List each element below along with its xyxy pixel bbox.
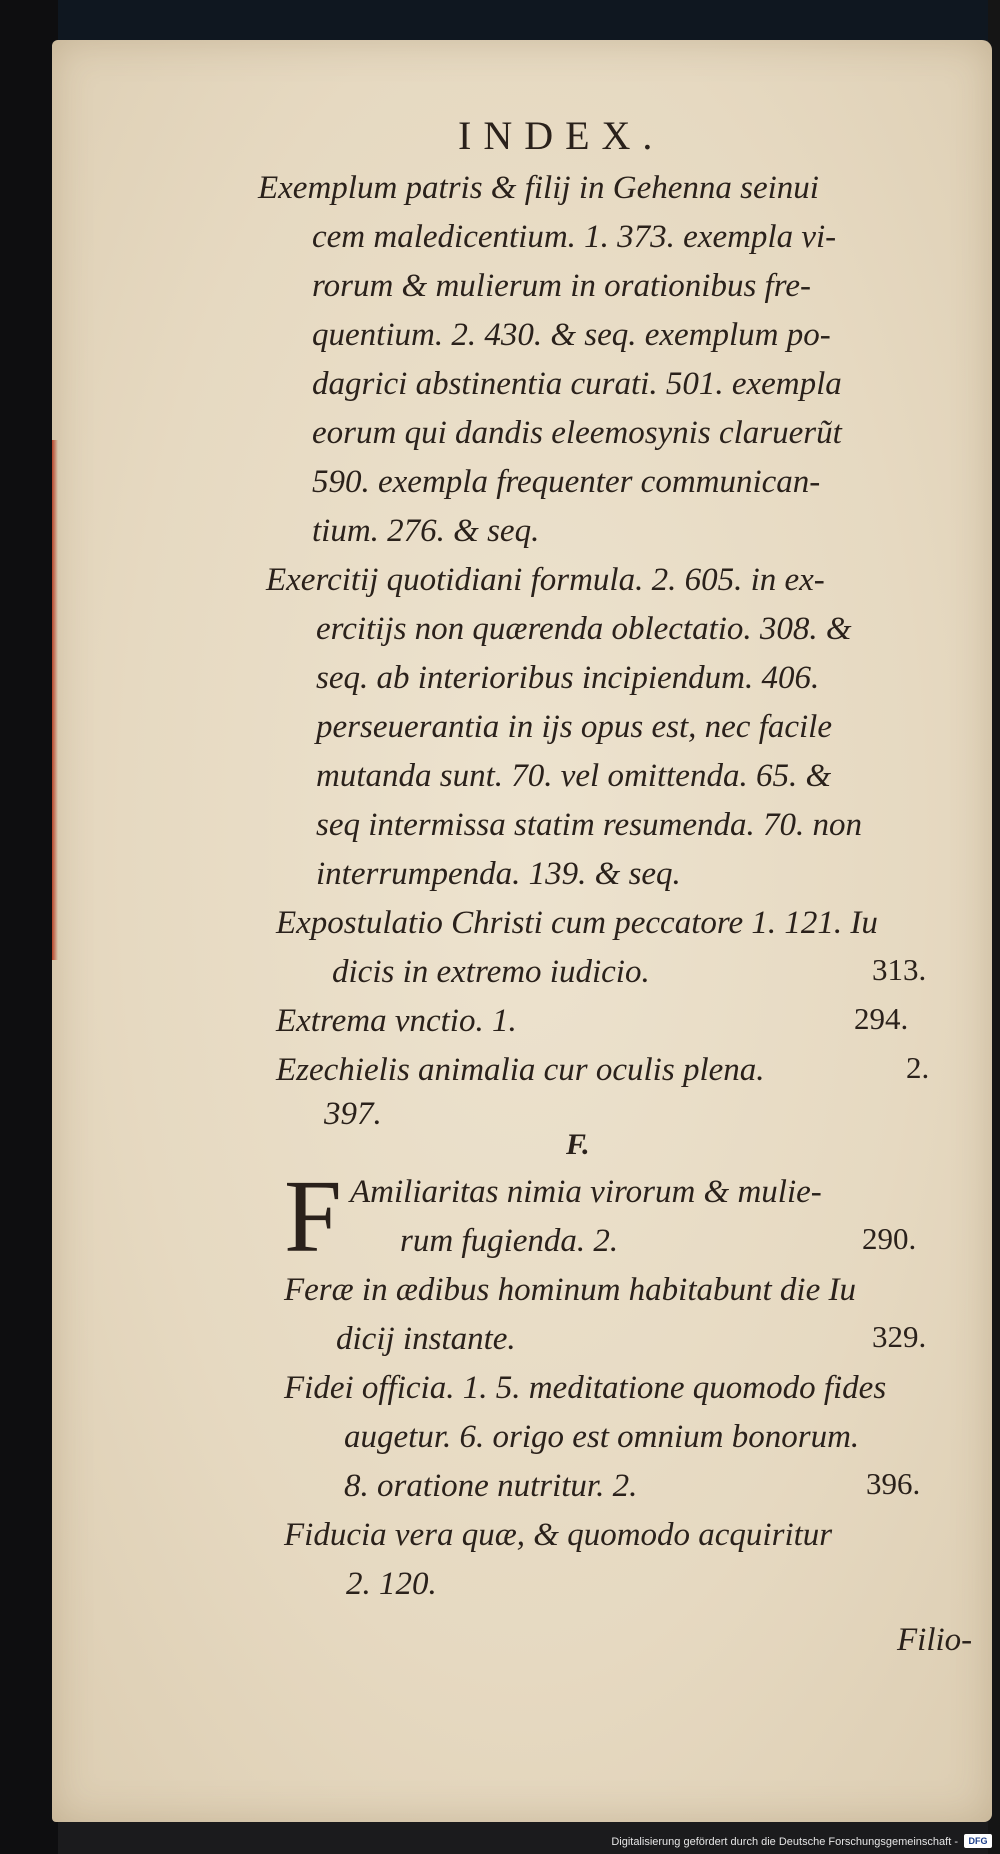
index-line: 8. oratione nutritur. 2.: [344, 1468, 638, 1504]
page-edge-red-stain: [52, 440, 58, 960]
dfg-logo-icon: DFG: [964, 1834, 992, 1848]
index-line: seq. ab interioribus incipiendum. 406.: [316, 660, 820, 696]
index-line: tium. 276. & seq.: [312, 513, 540, 549]
index-line: Amiliaritas nimia virorum & mulie-: [350, 1174, 822, 1210]
index-line: cem maledicentium. 1. 373. exempla vi-: [312, 219, 837, 255]
index-line: rorum & mulierum in orationibus fre-: [312, 268, 811, 304]
index-line: Exemplum patris & filij in Gehenna seinui: [258, 170, 819, 206]
page-number: 329.: [872, 1319, 927, 1354]
index-line: Feræ in ædibus hominum habitabunt die Iu: [284, 1272, 856, 1308]
page-number: 294.: [854, 1001, 909, 1036]
page-number: 396.: [866, 1466, 921, 1501]
section-heading-f: F.: [566, 1128, 590, 1161]
index-line: Ezechielis animalia cur oculis plena.: [276, 1052, 765, 1088]
page-number: 313.: [872, 952, 927, 987]
digitization-credit: Digitalisierung gefördert durch die Deutsche Forschungsgemeinschaft -: [611, 1836, 958, 1848]
index-line: perseuerantia in ijs opus est, nec facile: [316, 709, 832, 745]
page-number: 290.: [862, 1221, 917, 1256]
top-background: [0, 0, 1000, 40]
index-line: interrumpenda. 139. & seq.: [316, 856, 681, 892]
index-line: seq intermissa statim resumenda. 70. non: [316, 807, 863, 843]
index-line: dicis in extremo iudicio.: [332, 954, 650, 990]
index-line: quentium. 2. 430. & seq. exemplum po-: [312, 317, 831, 353]
index-line: Fiducia vera quæ, & quomodo acquiritur: [284, 1517, 833, 1553]
page-number: 2.: [906, 1050, 930, 1085]
index-line: 2. 120.: [346, 1566, 437, 1602]
index-line: eorum qui dandis eleemosynis claruerũt: [312, 415, 842, 451]
book-spine-shadow: [0, 0, 58, 1854]
index-line: dagrici abstinentia curati. 501. exempla: [312, 366, 842, 402]
index-line: Fidei officia. 1. 5. meditatione quomodo fides: [284, 1370, 887, 1406]
index-line: rum fugienda. 2.: [400, 1223, 619, 1259]
index-line: augetur. 6. origo est omnium bonorum.: [344, 1419, 860, 1455]
index-line: Expostulatio Christi cum peccatore 1. 121. Iu: [276, 905, 878, 941]
index-line: Extrema vnctio. 1.: [276, 1003, 517, 1039]
catchword: Filio-: [897, 1622, 973, 1658]
index-line: 590. exempla frequenter communican-: [312, 464, 821, 500]
drop-cap-initial: F: [284, 1159, 342, 1274]
index-line: mutanda sunt. 70. vel omittenda. 65. &: [316, 758, 832, 794]
index-line: 397.: [324, 1096, 382, 1132]
index-line: dicij instante.: [336, 1321, 516, 1357]
index-line: Exercitij quotidiani formula. 2. 605. in ex-: [266, 562, 825, 598]
running-header-index: INDEX.: [458, 113, 665, 158]
index-line: ercitijs non quærenda oblectatio. 308. &: [316, 611, 852, 647]
